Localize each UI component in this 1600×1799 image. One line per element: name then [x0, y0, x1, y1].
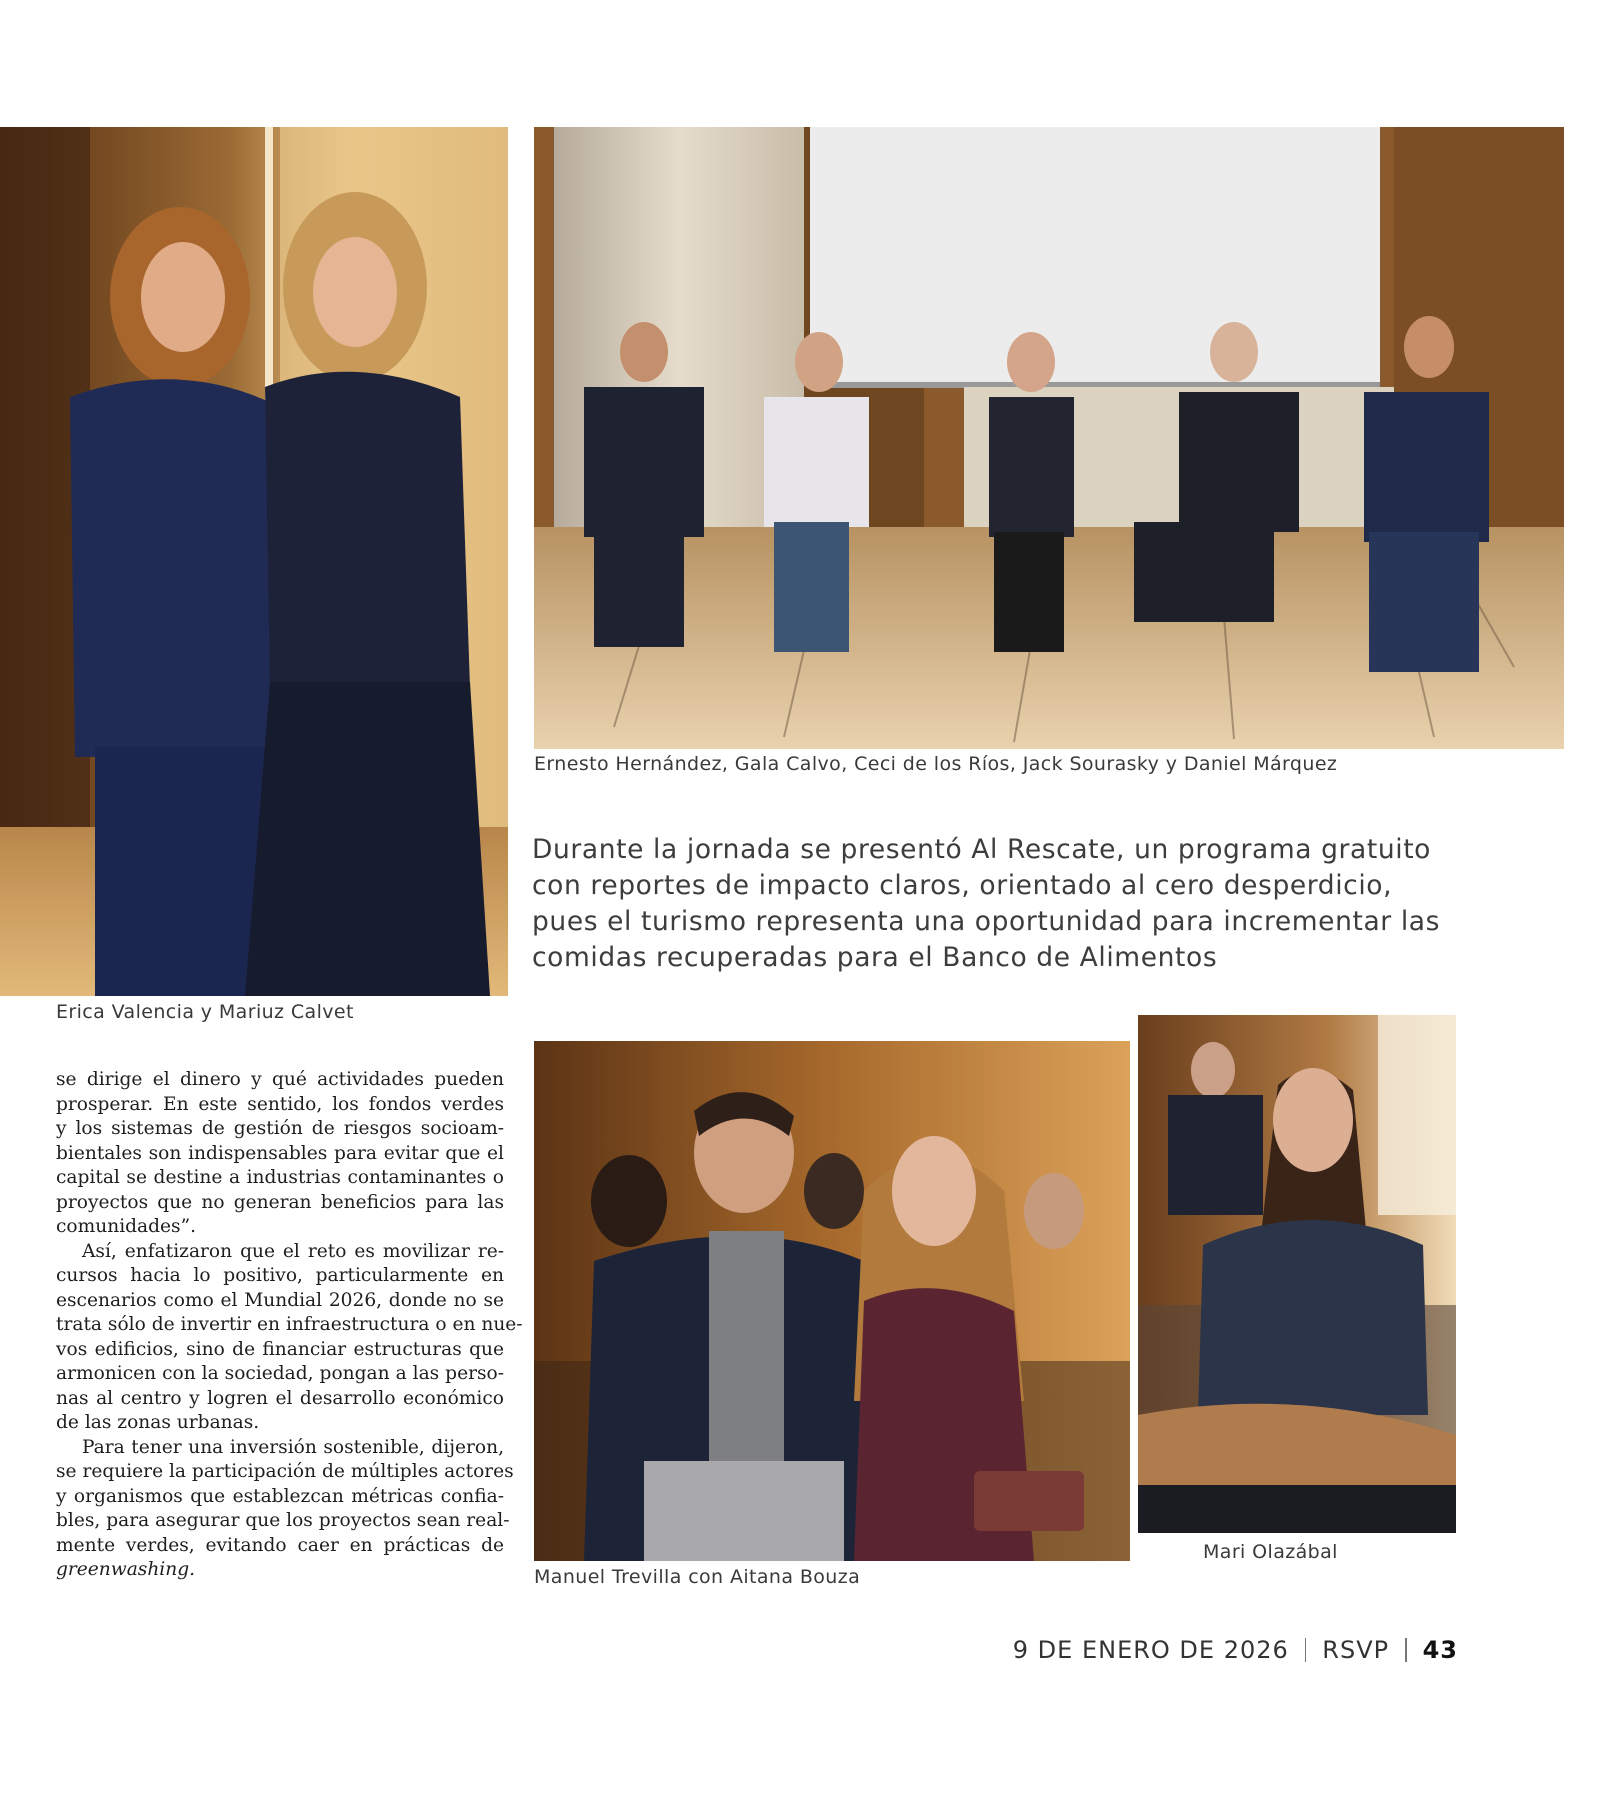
body-line: mente verdes, evitando caer en prácticas de	[56, 1534, 504, 1556]
page-footer	[1013, 1636, 1458, 1664]
photo-mari-olazabal	[1138, 1015, 1456, 1533]
body-line: armonicen con la sociedad, pongan a las perso-	[56, 1363, 504, 1384]
body-line: y los sistemas de gestión de riesgos socioam-	[56, 1118, 504, 1139]
issue-date: 9 DE ENERO DE 2026	[1012, 1636, 1289, 1664]
body-line: comunidades”.	[56, 1216, 196, 1237]
body-line: se dirige el dinero y qué actividades pueden	[56, 1069, 504, 1090]
photo-caption: Erica Valencia y Mariuz Calvet	[56, 1001, 354, 1023]
pull-quote-line: con reportes de impacto claros, orientado al cero desperdicio,	[532, 870, 1393, 901]
body-line: greenwashing.	[56, 1559, 196, 1580]
body-line: se requiere la participación de múltiples actores	[56, 1461, 514, 1482]
pull-quote-line: Durante la jornada se presentó Al Rescate, un programa gratuito	[532, 834, 1431, 865]
body-line: cursos hacia lo positivo, particularmente en	[56, 1265, 504, 1286]
body-line: Así, enfatizaron que el reto es movilizar re-	[82, 1240, 504, 1262]
photo-caption: Mari Olazábal	[1203, 1541, 1338, 1563]
magazine-name: RSVP	[1322, 1636, 1390, 1664]
body-line: capital se destine a industrias contaminantes o	[56, 1167, 504, 1188]
photo-caption: Ernesto Hernández, Gala Calvo, Ceci de los Ríos, Jack Sourasky y Daniel Márquez	[534, 753, 1338, 775]
photo-panel-discussion	[534, 127, 1564, 749]
body-line: Para tener una inversión sostenible, dijeron,	[82, 1436, 504, 1458]
footer-divider	[1405, 1638, 1407, 1662]
page-number: 43	[1422, 1636, 1458, 1664]
pull-quote-line: comidas recuperadas para el Banco de Alimentos	[532, 942, 1218, 973]
pull-quote-line: pues el turismo representa una oportunidad para incrementar las	[532, 906, 1441, 937]
body-line: vos edificios, sino de financiar estructuras que	[56, 1338, 504, 1360]
body-line: trata sólo de invertir en infraestructura o en nue-	[56, 1314, 523, 1335]
body-line: de las zonas urbanas.	[56, 1412, 260, 1433]
body-line: y organismos que establezcan métricas confia-	[56, 1485, 504, 1507]
pull-quote	[532, 832, 1441, 976]
photo-erica-mariuz	[0, 127, 508, 996]
footer-divider	[1305, 1638, 1307, 1662]
photo-manuel-aitana	[534, 1041, 1130, 1561]
body-line: bientales son indispensables para evitar que el	[56, 1142, 504, 1164]
body-line: bles, para asegurar que los proyectos sean real-	[56, 1510, 510, 1531]
body-line: nas al centro y logren el desarrollo económico	[56, 1387, 504, 1409]
body-line: prosperar. En este sentido, los fondos verdes	[56, 1093, 504, 1115]
body-line: proyectos que no generan beneficios para las	[56, 1191, 504, 1213]
photo-caption: Manuel Trevilla con Aitana Bouza	[534, 1566, 861, 1588]
body-line: escenarios como el Mundial 2026, donde no se	[56, 1289, 504, 1311]
article-body	[56, 1068, 523, 1583]
